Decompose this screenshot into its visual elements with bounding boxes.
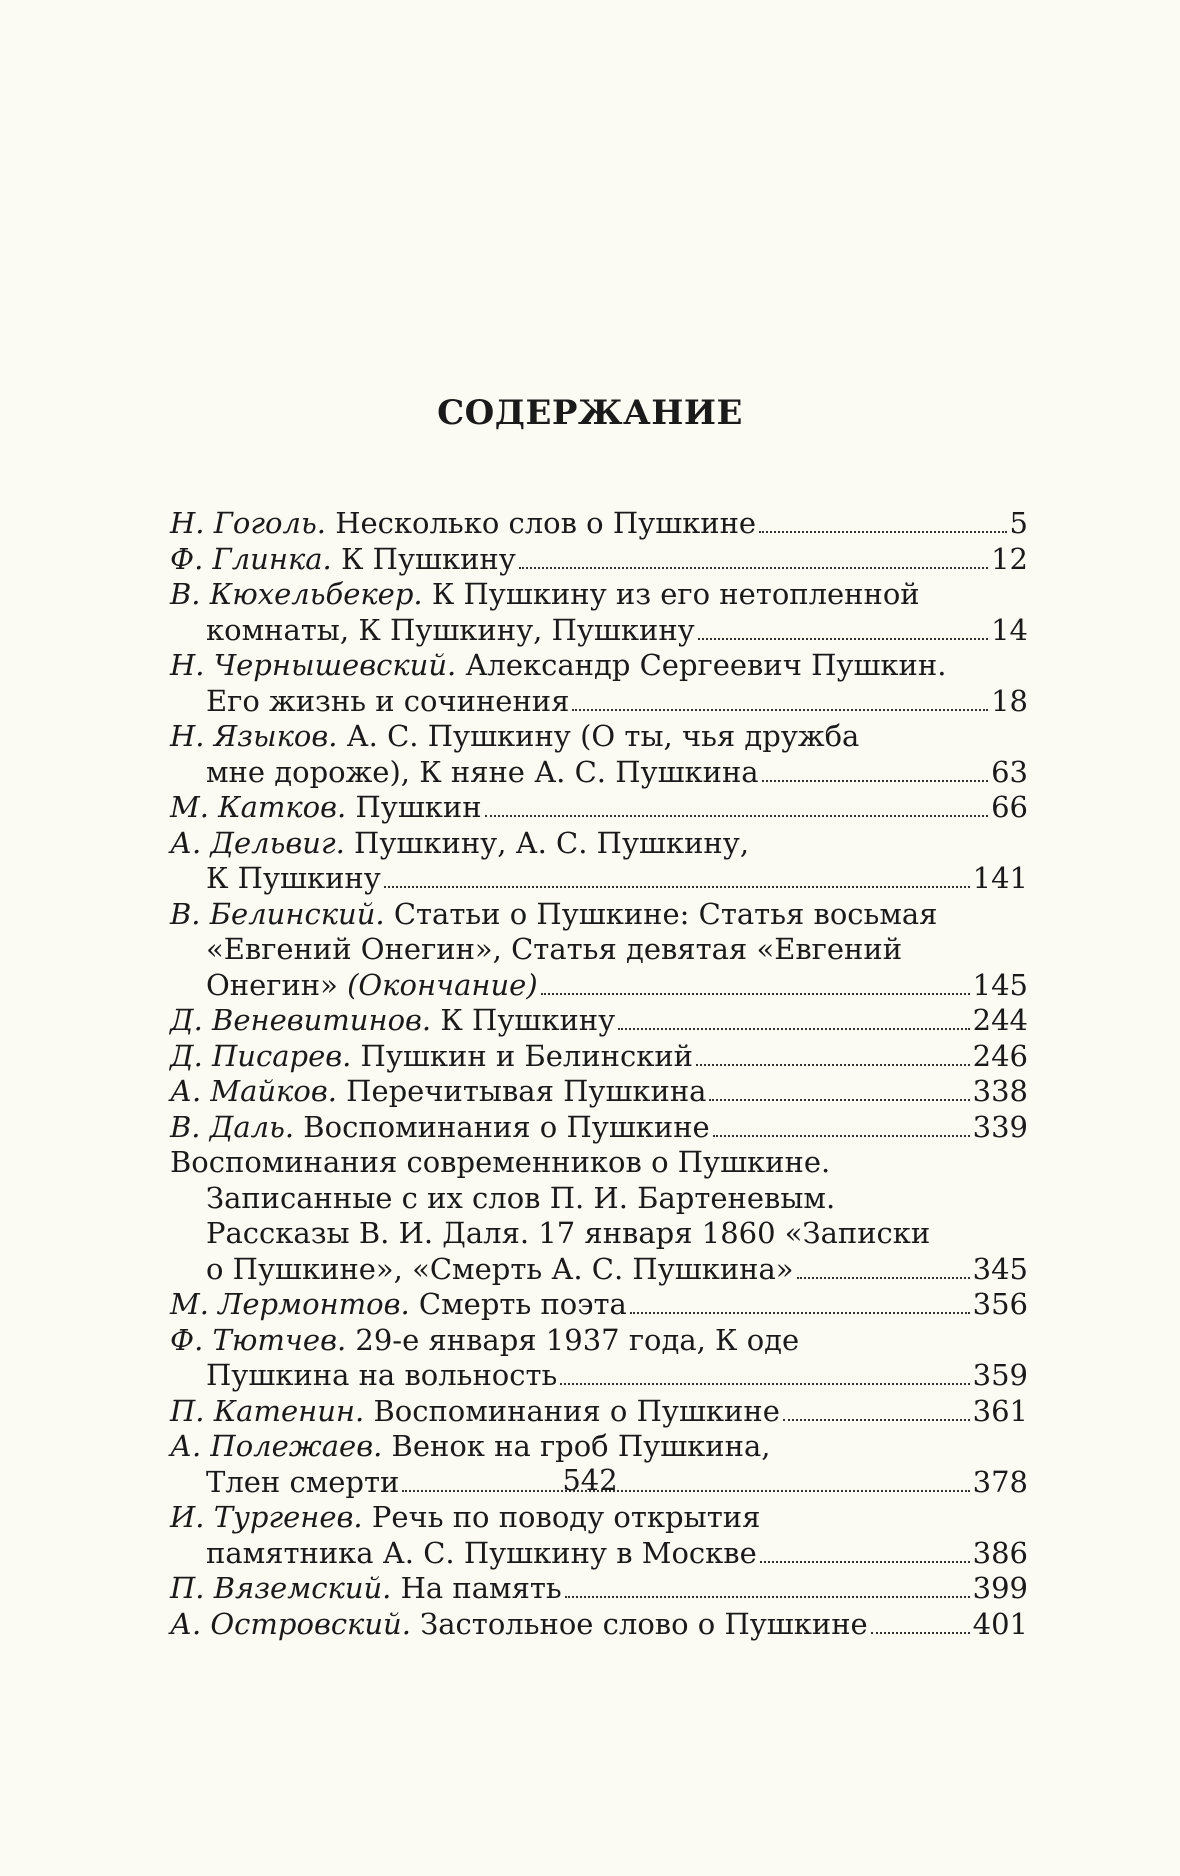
toc-page-number: 244 [972,1003,1028,1037]
toc-title-text: Онегин» [206,967,348,1002]
toc-page-number: 399 [972,1571,1028,1605]
toc-page-number: 18 [991,683,1028,718]
toc-entry-line [170,1571,1028,1607]
toc-entry-line [170,1500,1028,1536]
toc-entry-line [170,1429,1028,1465]
toc-entry-line [170,577,1028,613]
toc-title-text: Рассказы В. И. Даля. 17 января 1860 «Записки [206,1216,931,1250]
toc-entry-text [170,542,516,578]
dot-leader [541,993,970,995]
toc-title-text: «Евгений Онегин», Статья девятая «Евгений [206,932,903,966]
toc-page-number: 356 [972,1287,1028,1321]
toc-entry [170,1287,1028,1323]
toc-page-number: 359 [972,1358,1028,1392]
toc-title-text: К Пушкину [331,541,516,576]
toc-page-number: 339 [972,1109,1028,1144]
toc-entry-text [170,506,756,542]
toc-entry-text [206,1216,930,1250]
dot-leader [762,780,988,782]
toc-title-text: 29-е января 1937 года, К оде [346,1322,800,1357]
dot-leader [709,1099,969,1101]
toc-page-number: 246 [972,1038,1028,1073]
toc-entry-text [206,1181,835,1215]
toc-entry-line [170,861,1028,897]
toc-entry-text [170,1003,615,1039]
toc-entry-text [206,684,569,720]
toc-entry-text [206,1358,557,1394]
toc-page-number: 361 [972,1393,1028,1428]
toc-entry [170,1039,1028,1075]
toc-entry-text [170,826,749,860]
toc-page-number: 345 [972,1251,1028,1286]
toc-title-text: Воспоминания о Пушкине [364,1393,780,1428]
toc-entry-line [170,1536,1028,1572]
toc-entry-line [170,719,1028,755]
toc-entry-line [170,542,1028,578]
toc-page-number: 5 [1009,506,1028,540]
dot-leader [871,1632,970,1634]
toc-title-text: К Пушкину [431,1003,616,1037]
toc-entry-text [170,719,859,753]
toc-title-text: Пушкина на вольность [206,1358,558,1392]
toc-entry-line [170,1358,1028,1394]
toc-author: В. Белинский. [170,896,385,931]
toc-entry [170,1500,1028,1571]
toc-title-text: памятника А. С. Пушкину в Москве [206,1535,757,1570]
toc-page-number: 14 [991,612,1028,647]
toc-entry [170,826,1028,897]
toc-author: Ф. Глинка. [170,541,332,576]
toc-entry [170,1003,1028,1039]
toc-title-text: Смерть поэта [409,1287,627,1321]
dot-leader [797,1277,970,1279]
toc-entry-line [170,506,1028,542]
toc-author: Ф. Тютчев. [170,1322,347,1357]
toc-entry-line [170,932,1028,968]
toc-page-number: 145 [972,967,1028,1002]
toc-entry [170,1110,1028,1146]
toc-author: П. Катенин. [170,1393,365,1428]
dot-leader [384,886,970,888]
toc-entry-line [170,1003,1028,1039]
toc-entry-text [170,1074,706,1110]
toc-title-text: Несколько слов о Пушкине [325,506,757,540]
toc-title-text: Пушкину, А. С. Пушкину, [344,825,750,860]
toc-author: И. Тургенев. [170,1500,363,1534]
toc-entry-text [170,1145,830,1179]
toc-page-number: 386 [972,1535,1028,1570]
toc-title-text: Александр Сергеевич Пушкин. [456,648,947,682]
toc-page-number: 141 [972,861,1028,895]
toc-entry-line [170,1181,1028,1217]
toc-page-number: 12 [991,541,1028,576]
toc-title-text: К Пушкину из его нетопленной [422,577,920,611]
toc-entry [170,1323,1028,1394]
toc-entry-line [170,1039,1028,1075]
toc-entry [170,1394,1028,1430]
toc-entry-text [170,1110,710,1146]
toc-author: В. Даль. [170,1109,295,1144]
toc-entry-line [170,1252,1028,1288]
toc-page-number: 338 [972,1074,1028,1108]
toc-entry-text [170,1287,627,1323]
toc-entry-line [170,613,1028,649]
toc-entry-text [206,1252,794,1288]
toc-entry-line [170,755,1028,791]
toc-entry-line [170,897,1028,933]
toc-entry-text [170,1607,868,1643]
toc-entry [170,1571,1028,1607]
toc-entry-text [170,897,937,931]
dot-leader [783,1419,970,1421]
toc-entry-text [206,861,381,897]
toc-entry [170,648,1028,719]
dot-leader [485,815,989,817]
toc-title-text: Воспоминания о Пушкине [294,1109,710,1144]
dot-leader [572,709,988,711]
toc-entry [170,542,1028,578]
toc-entry-line [170,790,1028,826]
toc-entry-text [170,577,920,611]
toc-title-note: (Окончание) [347,967,538,1002]
toc-entry-line [170,1287,1028,1323]
toc-entry [170,1074,1028,1110]
toc-title-text: Речь по поводу открытия [362,1500,761,1534]
toc-title-text: На память [391,1571,562,1605]
toc-entry-text [206,932,902,966]
toc-entry-line [170,1110,1028,1146]
toc-entry-text [206,968,538,1004]
toc-title-text: Воспоминания современников о Пушкине. [170,1145,831,1179]
toc-entry-line [170,1323,1028,1359]
toc-entry-text [170,1323,799,1357]
dot-leader [696,1064,970,1066]
toc-title-text: мне дороже), К няне А. С. Пушкина [206,754,759,789]
toc-author: П. Вяземский. [170,1571,392,1605]
toc-page-number: 401 [972,1606,1028,1641]
toc-entry-text [206,1536,757,1572]
dot-leader [560,1383,969,1385]
page-number: 542 [562,1463,618,1497]
toc-author: М. Лермонтов. [170,1287,410,1321]
toc-title-text: Его жизнь и сочинения [206,683,570,718]
toc-entry-text [206,613,695,649]
toc-title-text: Перечитывая Пушкина [336,1074,707,1108]
dot-leader [759,531,1006,533]
toc-entry-text [170,1500,760,1534]
toc-page-number: 66 [991,790,1028,824]
toc-entry-text [170,790,482,826]
toc-author: Н. Гоголь. [170,506,326,540]
toc-page-number: 63 [991,754,1028,789]
toc-entry-text [206,755,759,791]
toc-author: Н. Языков. [170,719,338,753]
toc-entry [170,1145,1028,1287]
toc-title-text: А. С. Пушкину (О ты, чья дружба [337,719,860,753]
toc-title-text: К Пушкину [206,861,381,895]
toc-entry-line [170,1216,1028,1252]
toc-entry-line [170,684,1028,720]
toc-entry-text [170,1394,780,1430]
toc-entry-line [170,648,1028,684]
toc-author: А. Дельвиг. [170,825,345,860]
dot-leader [760,1561,970,1563]
toc-entry-text [170,1429,770,1463]
toc-entry-text [170,648,946,682]
toc-entry-line [170,1145,1028,1181]
toc-title-text: комнаты, К Пушкину, Пушкину [206,612,695,647]
toc-entry-text [170,1571,562,1607]
toc-author: Д. Веневитинов. [170,1003,432,1037]
dot-leader [713,1135,970,1137]
toc-title-text: Тлен смерти [206,1464,400,1499]
toc-title-text: Записанные с их слов П. И. Бартеневым. [206,1180,836,1215]
toc-entry-line [170,968,1028,1004]
toc-author: В. Кюхельбекер. [170,577,423,611]
toc-entry-text [170,1039,693,1075]
toc-entry [170,790,1028,826]
dot-leader [565,1596,970,1598]
toc-author: А. Полежаев. [170,1429,383,1463]
page-title: СОДЕРЖАНИЕ [437,393,743,433]
toc-author: Д. Писарев. [170,1038,352,1073]
toc-title-text: о Пушкине», «Смерть А. С. Пушкина» [206,1251,794,1286]
toc-author: А. Островский. [170,1606,411,1641]
toc-entry [170,1607,1028,1643]
toc-entry [170,506,1028,542]
toc-title-text: Статьи о Пушкине: Статья восьмая [384,896,938,931]
dot-leader [630,1312,970,1314]
dot-leader [698,638,988,640]
toc-author: М. Катков. [170,790,347,824]
toc-entry [170,897,1028,1004]
toc-entry [170,719,1028,790]
toc-entry-line [170,1394,1028,1430]
toc-entry-line [170,1074,1028,1110]
toc-title-text: Венок на гроб Пушкина, [382,1429,771,1463]
toc-author: Н. Чернышевский. [170,648,457,682]
dot-leader [618,1028,969,1030]
toc-page-number: 378 [972,1464,1028,1499]
toc-entry-line [170,826,1028,862]
dot-leader [519,567,988,569]
toc-entry-line [170,1607,1028,1643]
toc-entry [170,577,1028,648]
toc-title-text: Застольное слово о Пушкине [410,1606,868,1641]
toc-title-text: Пушкин [346,790,482,824]
toc-author: А. Майков. [170,1074,337,1108]
toc-title-text: Пушкин и Белинский [351,1038,693,1073]
